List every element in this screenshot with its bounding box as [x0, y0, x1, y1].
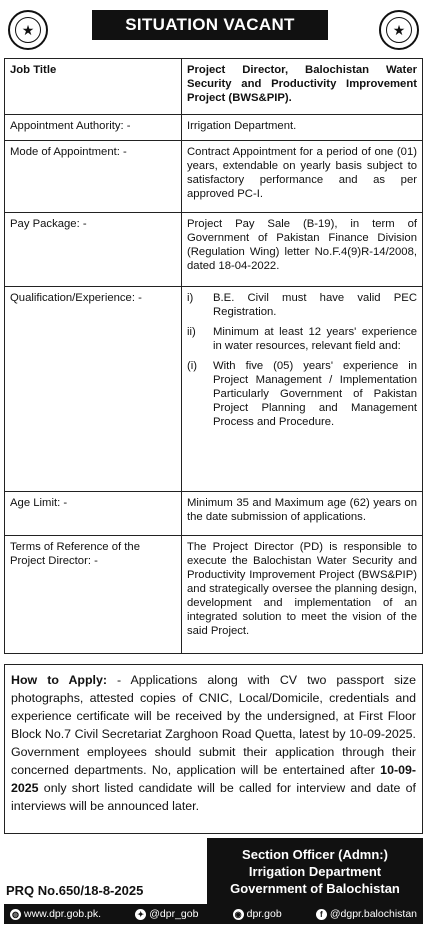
prq-number: PRQ No.650/18-8-2025: [6, 883, 144, 898]
item-number: (i): [187, 360, 198, 372]
instagram-text: dpr.gob: [246, 908, 282, 920]
table-row: [5, 536, 423, 654]
item-text: Minimum at least 12 years' experience in water resources, relevant field and:: [213, 326, 417, 352]
twitter-text: @dpr_gob: [149, 908, 199, 920]
row-label: Appointment Authority: -: [5, 115, 182, 141]
twitter-link[interactable]: [135, 908, 198, 920]
row-value: Contract Appointment for a period of one (01) years, extendable on yearly basis subject to satisfactory performance and as per approved PC-I.: [182, 141, 423, 213]
facebook-icon: f: [316, 909, 327, 920]
advertisement: [4, 4, 423, 941]
item-number: ii): [187, 326, 196, 338]
department-emblem-icon: [379, 10, 419, 50]
qualification-list: [182, 287, 423, 492]
government-emblem-icon: [8, 10, 48, 50]
instagram-icon: ◉: [233, 909, 244, 920]
emblem-center: ★: [386, 17, 412, 43]
page-title: SITUATION VACANT: [92, 10, 328, 40]
how-to-apply-heading: How to Apply:: [11, 673, 108, 687]
list-item: [187, 291, 417, 319]
item-text: With five (05) years' experience in Project Management / Implementation Particularly Government of Pakistan Project Planning and Management Process and Procedure.: [213, 360, 417, 428]
item-text: B.E. Civil must have valid PEC Registration.: [213, 292, 417, 318]
how-to-apply-text: - Applications along with CV two passport size photographs, attested copies of CNIC, Local/Domicile, credentials and experience certificate will be received by the undersigned, at First Floor Block No.7 Civil Secretariat Zarghoon Road Quetta, latest by 10-09-2025. Government employees should submit their application through their concerned departments. No, application will be entertained after: [11, 673, 416, 777]
row-label: Mode of Appointment: -: [5, 141, 182, 213]
facebook-link[interactable]: [316, 908, 417, 920]
signatory-title: Section Officer (Admn:): [242, 846, 388, 862]
table-row: [5, 115, 423, 141]
instagram-link[interactable]: [233, 908, 282, 920]
row-value: The Project Director (PD) is responsible to execute the Balochistan Water Security and Productivity Improvement Project (BWS&PIP) and strategically oversee the planning design, development and implementation of an integrated solution to meet the vision of the said Project.: [182, 536, 423, 654]
signatory-department: Irrigation Department: [248, 863, 382, 879]
website-link[interactable]: [10, 908, 101, 920]
deadline-date: 10-09-2025: [11, 763, 416, 795]
table-row: [5, 59, 423, 115]
list-item: [187, 325, 417, 353]
job-details-table: [4, 58, 423, 654]
how-to-apply: [4, 664, 423, 834]
website-text: www.dpr.gob.pk.: [24, 908, 102, 920]
signature-block: [207, 838, 423, 904]
signatory-government: Government of Balochistan: [230, 880, 400, 896]
list-item: [187, 359, 417, 429]
table-row: [5, 287, 423, 492]
row-value: Irrigation Department.: [182, 115, 423, 141]
facebook-text: @dgpr.balochistan: [329, 908, 417, 920]
globe-icon: ◍: [10, 909, 21, 920]
row-label: Age Limit: -: [5, 492, 182, 536]
row-value: Project Pay Sale (B-19), in term of Government of Pakistan Finance Division (Regulation Wing) letter No.F.4(9)R-14/2008, dated 18-04-2022.: [182, 213, 423, 287]
twitter-icon: ✦: [135, 909, 146, 920]
table-row: [5, 213, 423, 287]
item-number: i): [187, 292, 194, 304]
row-label: Job Title: [5, 59, 182, 115]
row-value: Minimum 35 and Maximum age (62) years on the date submission of applications.: [182, 492, 423, 536]
social-bar: [4, 904, 423, 924]
row-label: Pay Package: -: [5, 213, 182, 287]
emblem-center: ★: [15, 17, 41, 43]
row-label: Qualification/Experience: -: [5, 287, 182, 492]
how-to-apply-text-end: only short listed candidate will be called for interview and date of interviews will be announced later.: [11, 781, 416, 813]
header: [4, 4, 423, 54]
row-value: Project Director, Balochistan Water Security and Productivity Improvement Project (BWS&PIP).: [182, 59, 423, 115]
table-row: [5, 141, 423, 213]
table-row: [5, 492, 423, 536]
row-label: Terms of Reference of the Project Director: -: [5, 536, 182, 654]
